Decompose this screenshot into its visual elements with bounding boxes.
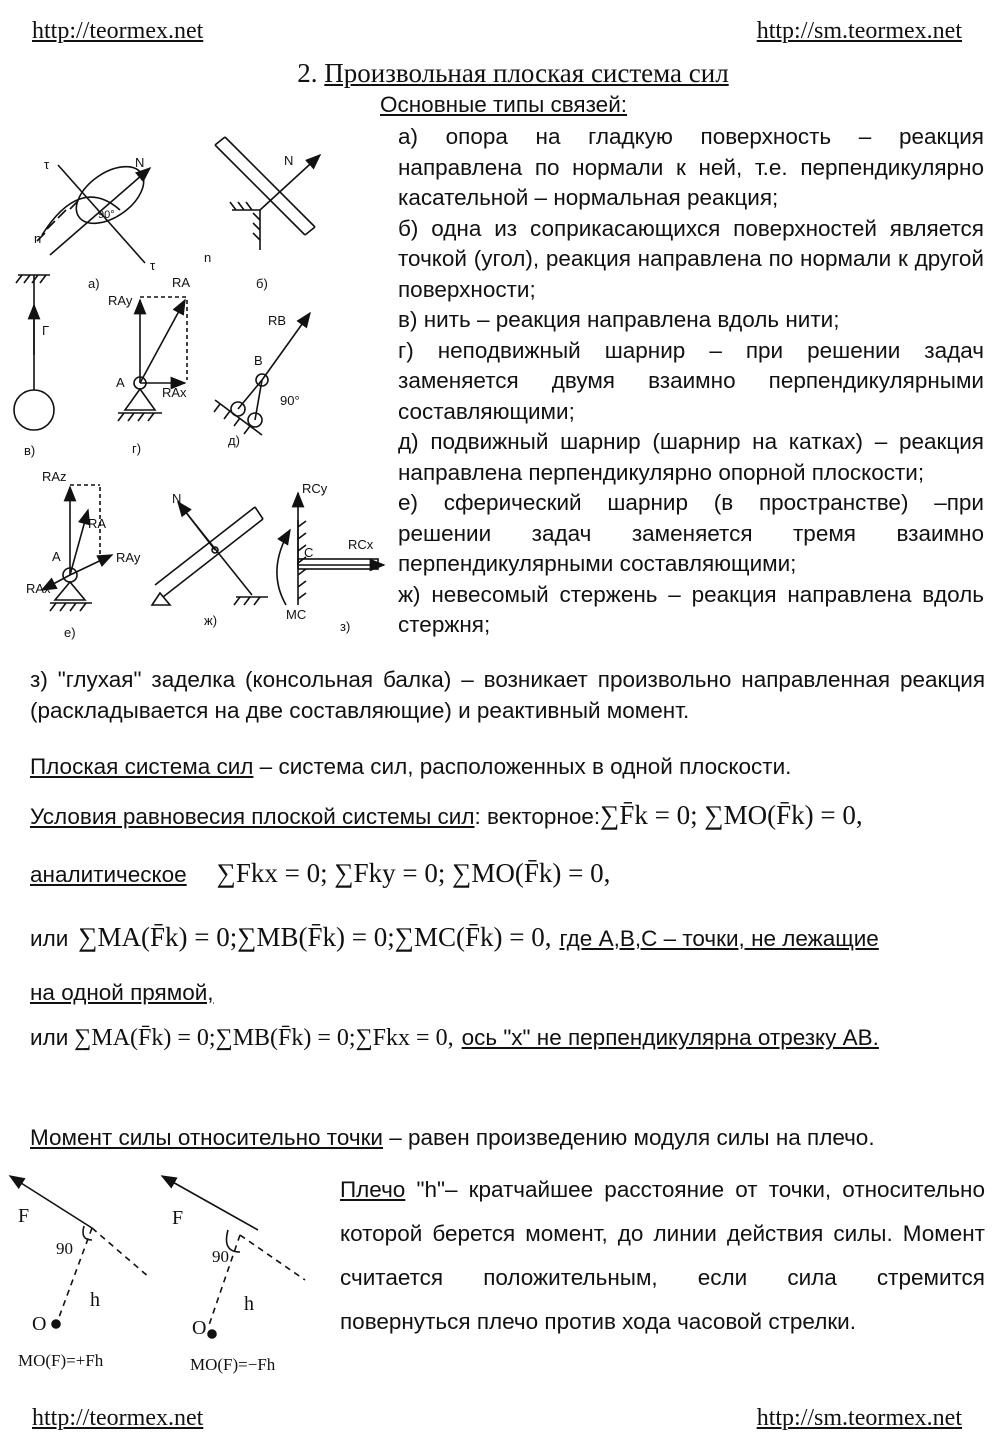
equilibrium-or2-note: ось "x" не перпендикулярна отрезку АВ. [461,1025,879,1050]
fig-b-N-label: N [284,153,294,168]
arm-text: "h"– кратчайшее расстояние от точки, относительно которой берется момент, до линии действия силы. Момент считается положительным, если сила стремится повернуться плечо против хода часовой стрелки. [340,1177,985,1334]
moment-neg-90-label: 90 [212,1247,229,1266]
plane-system-term: Плоская система сил [30,754,254,779]
moment-pos-formula: MO(F)=+Fh [18,1351,104,1370]
support-types-list [398,122,984,641]
subtitle: Основные типы связей: [380,92,628,117]
page-title [0,58,1000,89]
equilibrium-or1-line [30,922,879,953]
fig-z-MC-label: MC [286,607,307,622]
fig-d-caption: д) [228,433,240,448]
support-type-v: в) нить – реакция направлена вдоль нити; [398,307,840,332]
moment-pos-O-label: O [32,1313,47,1335]
fig-d-B-label: B [254,353,263,368]
fig-e-RAz-label: RAz [42,469,67,484]
moment-pos-90-label: 90 [56,1239,73,1258]
fig-v-caption: в) [24,443,36,458]
equilibrium-analytic-formula: ∑Fkx = 0; ∑Fky = 0; ∑MO(F̄k) = 0, [216,858,611,888]
equilibrium-or2-line [30,1025,879,1052]
support-type-b: б) одна из соприкасающихся поверхностей является точкой (угол), реакция направлена по нормали к другой поверхности; [398,215,984,302]
fig-a-n-label: n [34,231,42,246]
header-right-link[interactable]: http://sm.teormex.net [756,18,962,44]
footer-left-link[interactable]: http://teormex.net [32,1405,204,1431]
fig-e-RAy-label: RAy [116,550,141,565]
equilibrium-analytic-line [30,858,610,889]
equilibrium-or2-formula: ∑MA(F̄k) = 0;∑MB(F̄k) = 0;∑Fkx = 0, [74,1025,454,1051]
equilibrium-or1-formula: ∑MA(F̄k) = 0;∑MB(F̄k) = 0;∑MC(F̄k) = 0, [78,922,552,952]
equilibrium-vector-label: : векторное: [474,804,601,829]
fig-g-A-label: A [116,375,125,390]
support-type-e: е) сферический шарнир (в пространстве) –при решении задач заменяется тремя взаимно перпендикулярными составляющими; [398,490,984,576]
fig-d-RB-label: RB [268,313,287,328]
fig-a-caption: а) [88,276,100,291]
moment-pos-h-label: h [90,1289,100,1311]
moment-pos-action-line [92,1228,150,1278]
fig-zh-beam2 [163,519,263,597]
fig-g-caption: г) [132,441,142,456]
fig-b-n-label: n [204,250,212,265]
equilibrium-or2-label: или [30,1025,69,1050]
fig-g-RA-label: RA [172,275,191,290]
supports-figure [0,125,395,645]
support-type-g: г) неподвижный шарнир – при решении задач заменяется двумя взаимно перпендикулярными составляющими; [398,337,984,424]
equilibrium-or1-note2: на одной прямой, [30,980,214,1005]
fig-b-caption: б) [256,276,268,291]
moment-definition: – равен произведению модуля силы на плечо. [383,1125,875,1150]
moment-neg-O-label: O [192,1317,207,1339]
arm-paragraph [340,1168,985,1344]
fig-zh-N [178,502,215,550]
fig-zh-beam1 [155,507,255,585]
fig-e-RAy [70,555,112,575]
fig-z-caption: з) [340,619,351,634]
moment-term: Момент силы относительно точки [30,1125,383,1150]
equilibrium-or1-note: где A,B,C – точки, не лежащие [559,926,879,951]
header-left-link[interactable]: http://teormex.net [32,18,204,44]
moment-definition-line [30,1125,875,1151]
moment-pos-point [52,1320,60,1328]
moment-neg-point [208,1330,216,1338]
equilibrium-vector-line [30,800,863,831]
support-type-z: з) "глухая" заделка (консольная балка) – возникает произвольно направленная реакция (раскладывается на две составляющие) и реактивный момент. [30,667,985,723]
fig-a-tau-label: τ [44,157,50,172]
moment-neg-formula: MO(F)=−Fh [190,1355,276,1374]
fig-g-RA [140,300,185,383]
moment-pos-F-label: F [18,1205,30,1227]
fig-a-N-label: N [135,155,145,170]
fig-v-label: Г [42,323,50,338]
arm-term: Плечо [340,1177,406,1202]
equilibrium-term: Условия равновесия плоской системы сил [30,804,475,829]
fig-g-support [125,389,155,410]
moment-neg-action-line [240,1235,305,1280]
fig-zh-support [152,593,170,605]
fig-z-RCy-label: RCy [302,481,328,496]
fig-e-RAx-label: RAx [26,581,51,596]
fig-e-A-label: A [52,549,61,564]
fig-a-tau2-label: τ [150,258,156,273]
fig-e-RA [70,510,88,575]
fig-zh-N-label: N [172,491,182,506]
fig-e-support [55,582,85,600]
fig-e-RA-label: RA [88,516,107,531]
equilibrium-or1-label: или [30,926,69,951]
equilibrium-analytic-label: аналитическое [30,862,187,887]
title-number: 2. [297,58,325,88]
support-type-zh: ж) невесомый стержень – реакция направлена вдоль стержня; [398,581,984,637]
fig-v-ball [14,390,54,430]
fig-zh-caption: ж) [204,613,218,628]
fig-a-90-label: 90° [98,209,115,221]
fig-g-RAx-label: RAx [162,385,187,400]
fig-z-C-label: C [304,545,314,560]
support-type-a: а) опора на гладкую поверхность – реакция направлена по нормали к ней, т.е. перпендикулярно касательной – нормальная реакция; [398,124,984,210]
support-type-d: д) подвижный шарнир (шарнир на катках) – реакция направлена перпендикулярно опорной плоскости; [398,429,984,485]
equilibrium-vector-formula: ∑F̄k = 0; ∑MO(F̄k) = 0, [600,800,863,830]
fig-g-RAy-label: RAy [108,293,133,308]
moment-neg-F-label: F [172,1207,184,1229]
fig-z-RCx-label: RCx [348,537,374,552]
plane-system-line [30,754,791,780]
fig-z-beam [298,559,378,569]
title-text: Произвольная плоская система сил [324,58,729,88]
fig-d-90-label: 90° [280,393,300,408]
plane-system-definition: – система сил, расположенных в одной плоскости. [253,754,792,779]
fig-e-caption: е) [64,625,76,640]
moment-neg-h-label: h [244,1293,254,1315]
footer-right-link[interactable]: http://sm.teormex.net [756,1405,962,1431]
fig-b-bar2 [225,137,315,227]
moment-figure [0,1160,330,1380]
fig-z-MC [277,530,290,605]
